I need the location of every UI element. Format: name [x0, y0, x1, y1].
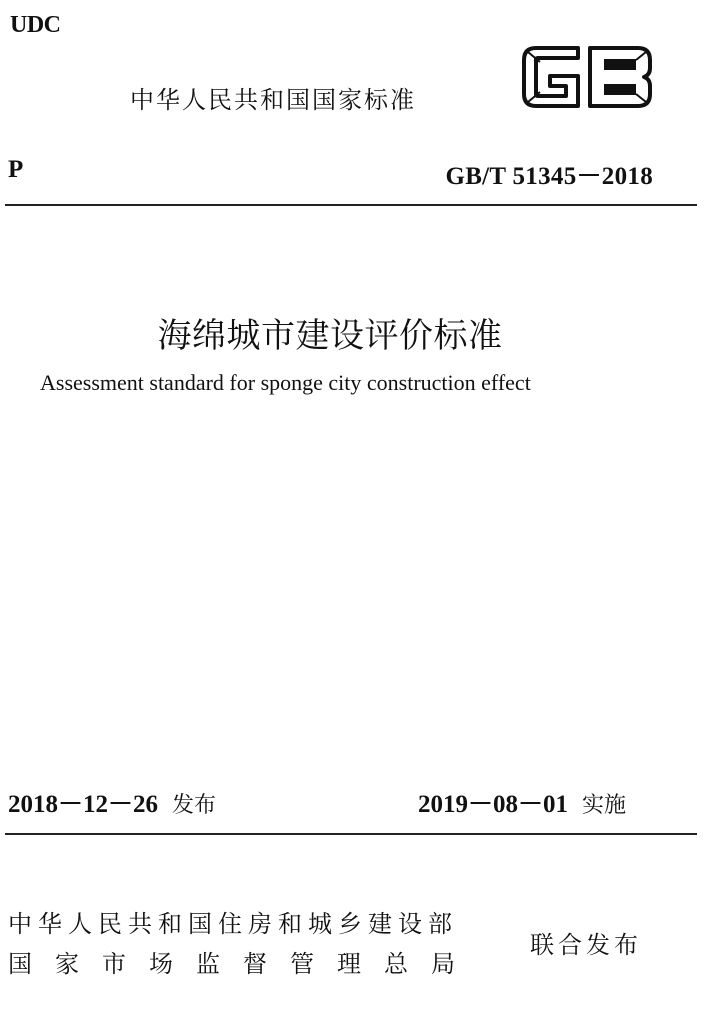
classification-code: P: [8, 156, 24, 183]
document-title-en: Assessment standard for sponge city construction effect: [40, 370, 531, 395]
gb-logo-icon: [520, 42, 656, 112]
joint-release-label: 联合发布: [530, 931, 642, 959]
publisher-ministry: 中华人民共和国住房和城乡建设部: [8, 910, 458, 938]
publisher-administration: 国家市场监督管理总局: [8, 950, 478, 978]
implement-date: 2019－08－01: [418, 791, 569, 818]
standard-code: GB/T 51345－2018: [445, 163, 653, 190]
national-standard-heading: 中华人民共和国国家标准: [130, 86, 416, 114]
footer-divider: [5, 833, 697, 835]
issue-label: 发布: [172, 793, 217, 818]
document-title-cn: 海绵城市建设评价标准: [157, 316, 503, 356]
udc-label: UDC: [10, 12, 61, 38]
header-divider: [5, 204, 697, 206]
issue-date-block: [8, 784, 216, 820]
implement-date-block: [418, 784, 626, 820]
issue-date: 2018－12－26: [8, 791, 159, 818]
implement-label: 实施: [582, 793, 627, 818]
